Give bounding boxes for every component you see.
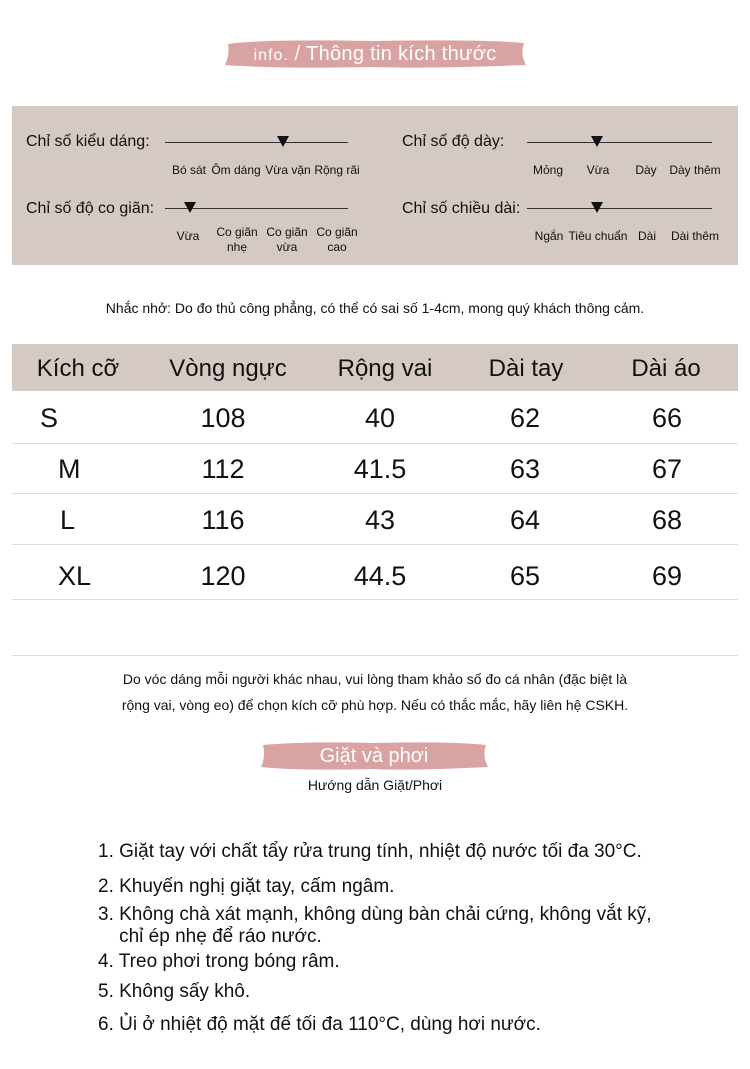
- banner-separator: /: [288, 43, 307, 65]
- care-instruction: chỉ ép nhẹ để ráo nước.: [98, 926, 322, 947]
- section-banner-wash: [258, 740, 490, 772]
- wash-subtitle: Hướng dẫn Giặt/Phơi: [307, 777, 443, 793]
- style-index-line: [165, 142, 348, 143]
- table-cell-sleeve: 64: [509, 505, 541, 535]
- thickness-index-label: Chỉ số độ dày:: [402, 133, 505, 150]
- thickness-index-pointer: [591, 136, 603, 147]
- table-cell-size: M: [58, 454, 81, 484]
- table-row-divider: [12, 599, 738, 600]
- section-banner-info: [222, 38, 528, 70]
- style-tick: Vừa vặn: [265, 163, 311, 177]
- table-cell-chest: 108: [200, 403, 246, 433]
- length-tick: Dài: [637, 229, 656, 243]
- table-cell-length: 68: [651, 505, 683, 535]
- table-header-sleeve: Dài tay: [488, 355, 564, 382]
- measurement-reminder: Nhắc nhở: Do đo thủ công phẳng, có thể có sai số 1-4cm, mong quý khách thông cảm.: [105, 300, 645, 316]
- table-row-divider: [12, 544, 738, 545]
- table-cell-shoulder: 41.5: [353, 454, 407, 484]
- care-instruction: 1. Giặt tay với chất tẩy rửa trung tính, nhiệt độ nước tối đa 30°C.: [98, 841, 642, 862]
- stretch-tick: Vừa: [176, 229, 200, 243]
- table-header-length: Dài áo: [631, 355, 701, 382]
- thickness-index-line: [527, 142, 712, 143]
- table-cell-chest: 112: [201, 454, 245, 484]
- table-cell-length: 69: [651, 561, 683, 591]
- care-instruction: 5. Không sấy khô.: [98, 981, 251, 1002]
- table-cell-sleeve: 65: [509, 561, 541, 591]
- stretch-index-pointer: [184, 202, 196, 213]
- style-tick: Ôm dáng: [211, 163, 261, 177]
- table-cell-length: 67: [651, 454, 683, 484]
- table-header-chest: Vòng ngực: [169, 355, 287, 382]
- table-cell-chest: 120: [200, 561, 246, 591]
- size-advice-line-2: rộng vai, vòng eo) để chọn kích cỡ phù hợp. Nếu có thắc mắc, hãy liên hệ CSKH.: [121, 697, 629, 713]
- thickness-tick: Dày thêm: [669, 163, 721, 177]
- banner-prefix: info.: [253, 47, 289, 64]
- table-cell-sleeve: 63: [509, 454, 541, 484]
- table-row-divider: [12, 443, 738, 444]
- table-header-size: Kích cỡ: [36, 355, 120, 382]
- table-cell-size: XL: [58, 561, 92, 591]
- size-advice-line-1: Do vóc dáng mỗi người khác nhau, vui lòng tham khảo số đo cá nhân (đặc biệt là: [122, 671, 628, 687]
- banner-title: Thông tin kích thước: [306, 43, 497, 65]
- thickness-tick: Vừa: [586, 163, 610, 177]
- table-cell-sleeve: 62: [509, 403, 541, 433]
- table-bottom-divider: [12, 655, 738, 656]
- care-instruction: 6. Ủi ở nhiệt độ mặt đế tối đa 110°C, dùng hơi nước.: [98, 1014, 541, 1035]
- table-row-divider: [12, 493, 738, 494]
- length-tick: Ngắn: [534, 229, 564, 243]
- stretch-tick: Co giãn cao: [316, 225, 358, 254]
- table-cell-shoulder: 43: [364, 505, 396, 535]
- table-cell-size: S: [40, 403, 59, 433]
- table-cell-chest: 116: [201, 505, 245, 535]
- stretch-tick: Co giãn nhẹ: [216, 225, 258, 254]
- style-index-pointer: [277, 136, 289, 147]
- table-cell-shoulder: 44.5: [353, 561, 407, 591]
- care-instruction: 3. Không chà xát mạnh, không dùng bàn chải cứng, không vắt kỹ,: [98, 904, 652, 925]
- stretch-index-label: Chỉ số độ co giãn:: [26, 200, 155, 217]
- care-instruction: 2. Khuyến nghị giặt tay, cấm ngâm.: [98, 876, 395, 897]
- length-tick: Dài thêm: [670, 229, 720, 243]
- length-index-label: Chỉ số chiều dài:: [402, 200, 521, 217]
- length-index-line: [527, 208, 712, 209]
- thickness-tick: Dày: [635, 163, 657, 177]
- length-index-pointer: [591, 202, 603, 213]
- style-tick: Rộng rãi: [314, 163, 360, 177]
- thickness-tick: Mỏng: [532, 163, 564, 177]
- style-index-label: Chỉ số kiểu dáng:: [26, 133, 150, 150]
- wash-title: Giặt và phơi: [319, 745, 429, 767]
- stretch-tick: Co giãn vừa: [266, 225, 308, 254]
- care-instruction: 4. Treo phơi trong bóng râm.: [98, 951, 340, 972]
- table-header-shoulder: Rộng vai: [337, 355, 433, 382]
- table-cell-length: 66: [651, 403, 683, 433]
- style-tick: Bó sát: [171, 163, 207, 177]
- length-tick: Tiêu chuẩn: [568, 229, 628, 243]
- table-cell-shoulder: 40: [364, 403, 396, 433]
- table-cell-size: L: [60, 505, 76, 535]
